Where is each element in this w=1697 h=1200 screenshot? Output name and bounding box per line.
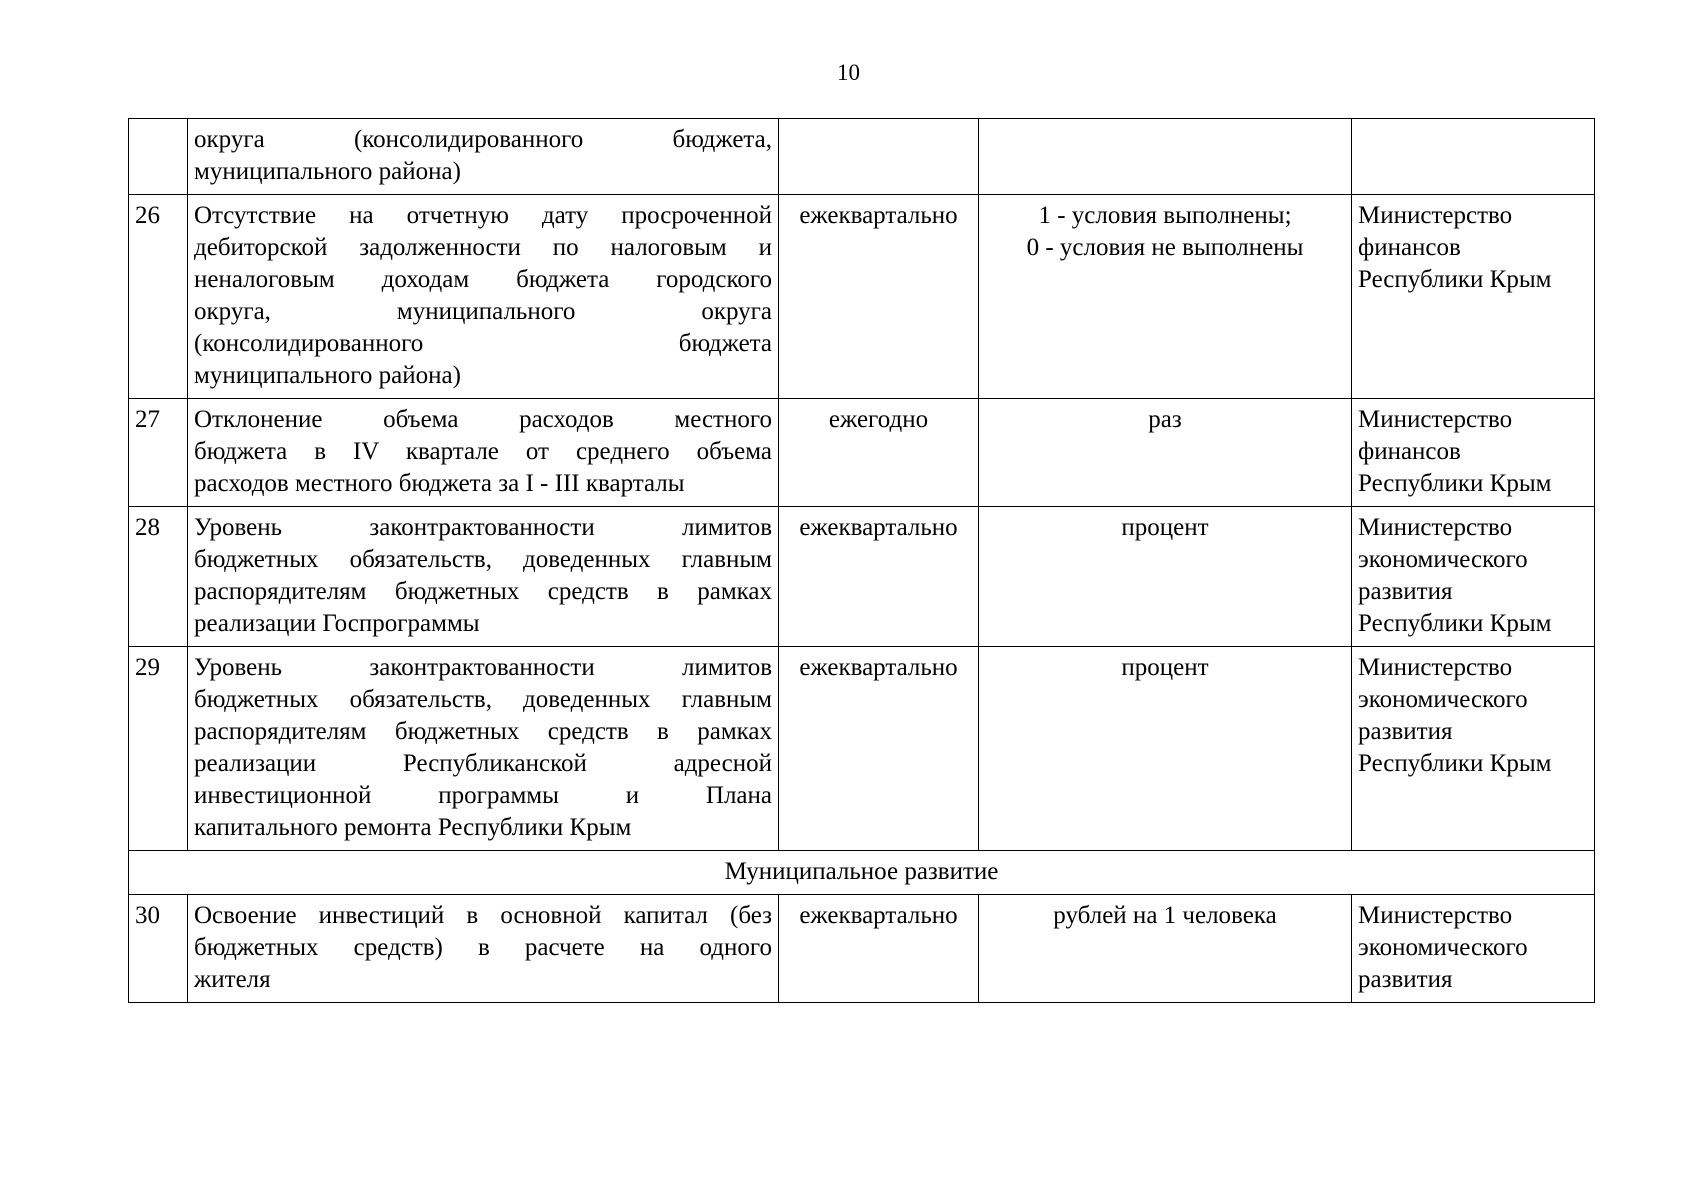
indicator-name-line: реализации Госпрограммы <box>194 610 480 637</box>
indicator-name-line: Отклонение объема расходов местного <box>194 406 772 433</box>
indicator-name-cell <box>188 119 779 195</box>
indicator-name-line: бюджетных обязательств, доведенных главным <box>194 546 772 573</box>
unit-cell <box>979 195 1352 399</box>
indicator-name-cell <box>188 895 779 1003</box>
unit-line: 1 - условия выполнены; <box>1038 202 1292 229</box>
responsible-line: финансов <box>1358 234 1461 261</box>
section-title: Муниципальное развитие <box>129 851 1595 895</box>
responsible-line: экономического <box>1358 686 1528 713</box>
row-number-cell: 26 <box>129 195 188 399</box>
indicator-name-line: Освоение инвестиций в основной капитал (без <box>194 902 772 929</box>
responsible-line: Министерство <box>1358 654 1513 681</box>
responsible-cell <box>1352 647 1595 851</box>
responsible-line: финансов <box>1358 438 1461 465</box>
responsible-line: Республики Крым <box>1358 610 1552 637</box>
responsible-cell <box>1352 507 1595 647</box>
row-number-cell: 27 <box>129 399 188 507</box>
responsible-line: Республики Крым <box>1358 470 1552 497</box>
table-body <box>129 119 1595 1003</box>
indicator-name-line: бюджета в IV квартале от среднего объема <box>194 438 772 465</box>
indicator-name-line: округа (консолидированного бюджета, <box>194 126 772 153</box>
indicator-name-line: распорядителям бюджетных средств в рамках <box>194 578 772 605</box>
unit-cell <box>979 507 1352 647</box>
frequency-cell: ежеквартально <box>779 195 979 399</box>
indicator-name-line: бюджетных обязательств, доведенных главным <box>194 686 772 713</box>
responsible-line: Министерство <box>1358 514 1513 541</box>
row-number-cell: 29 <box>129 647 188 851</box>
frequency-cell <box>779 119 979 195</box>
indicator-name-line: (консолидированного бюджета <box>194 330 772 357</box>
indicator-name-line: Уровень законтрактованности лимитов <box>194 514 772 541</box>
indicator-name-line: реализации Республиканской адресной <box>194 750 772 777</box>
unit-line: раз <box>1148 406 1182 433</box>
indicator-name-line: муниципального района) <box>194 362 461 389</box>
row-number-cell: 30 <box>129 895 188 1003</box>
responsible-line: Министерство <box>1358 202 1513 229</box>
indicator-name-cell <box>188 195 779 399</box>
unit-cell <box>979 647 1352 851</box>
unit-line: 0 - условия не выполнены <box>1026 234 1304 261</box>
table-row <box>129 895 1595 1003</box>
table-row <box>129 647 1595 851</box>
indicator-name-line: Отсутствие на отчетную дату просроченной <box>194 202 772 229</box>
indicator-name-line: капитального ремонта Республики Крым <box>194 814 632 841</box>
frequency-cell: ежеквартально <box>779 507 979 647</box>
indicator-name-line: округа, муниципального округа <box>194 298 772 325</box>
section-row <box>129 851 1595 895</box>
indicator-name-line: дебиторской задолженности по налоговым и <box>194 234 772 261</box>
indicator-name-line: бюджетных средств) в расчете на одного <box>194 934 772 961</box>
responsible-line: экономического <box>1358 546 1528 573</box>
responsible-cell <box>1352 399 1595 507</box>
table-row <box>129 507 1595 647</box>
indicator-name-line: жителя <box>194 966 271 993</box>
unit-line: рублей на 1 человека <box>1053 902 1277 929</box>
row-number-cell: 28 <box>129 507 188 647</box>
indicator-name-line: инвестиционной программы и Плана <box>194 782 772 809</box>
unit-cell <box>979 399 1352 507</box>
unit-line: процент <box>1121 514 1209 541</box>
unit-cell <box>979 119 1352 195</box>
table-row <box>129 399 1595 507</box>
table-row <box>129 195 1595 399</box>
unit-cell <box>979 895 1352 1003</box>
page-number: 10 <box>837 60 860 85</box>
responsible-line: развития <box>1358 578 1453 605</box>
frequency-cell: ежегодно <box>779 399 979 507</box>
indicator-name-line: распорядителям бюджетных средств в рамках <box>194 718 772 745</box>
frequency-cell: ежеквартально <box>779 895 979 1003</box>
table-row <box>129 119 1595 195</box>
indicators-table <box>128 118 1595 1003</box>
indicator-name-line: неналоговым доходам бюджета городского <box>194 266 772 293</box>
indicator-name-cell <box>188 399 779 507</box>
responsible-line: Республики Крым <box>1358 266 1552 293</box>
frequency-cell: ежеквартально <box>779 647 979 851</box>
indicator-name-cell <box>188 647 779 851</box>
row-number-cell <box>129 119 188 195</box>
responsible-line: Республики Крым <box>1358 750 1552 777</box>
responsible-line: развития <box>1358 966 1453 993</box>
responsible-cell <box>1352 119 1595 195</box>
responsible-cell <box>1352 895 1595 1003</box>
indicator-name-line: расходов местного бюджета за I - III кварталы <box>194 470 685 497</box>
responsible-line: Министерство <box>1358 406 1513 433</box>
responsible-line: Министерство <box>1358 902 1513 929</box>
responsible-line: развития <box>1358 718 1453 745</box>
responsible-line: экономического <box>1358 934 1528 961</box>
indicator-name-line: муниципального района) <box>194 158 461 185</box>
unit-line: процент <box>1121 654 1209 681</box>
indicator-name-line: Уровень законтрактованности лимитов <box>194 654 772 681</box>
indicator-name-cell <box>188 507 779 647</box>
responsible-cell <box>1352 195 1595 399</box>
